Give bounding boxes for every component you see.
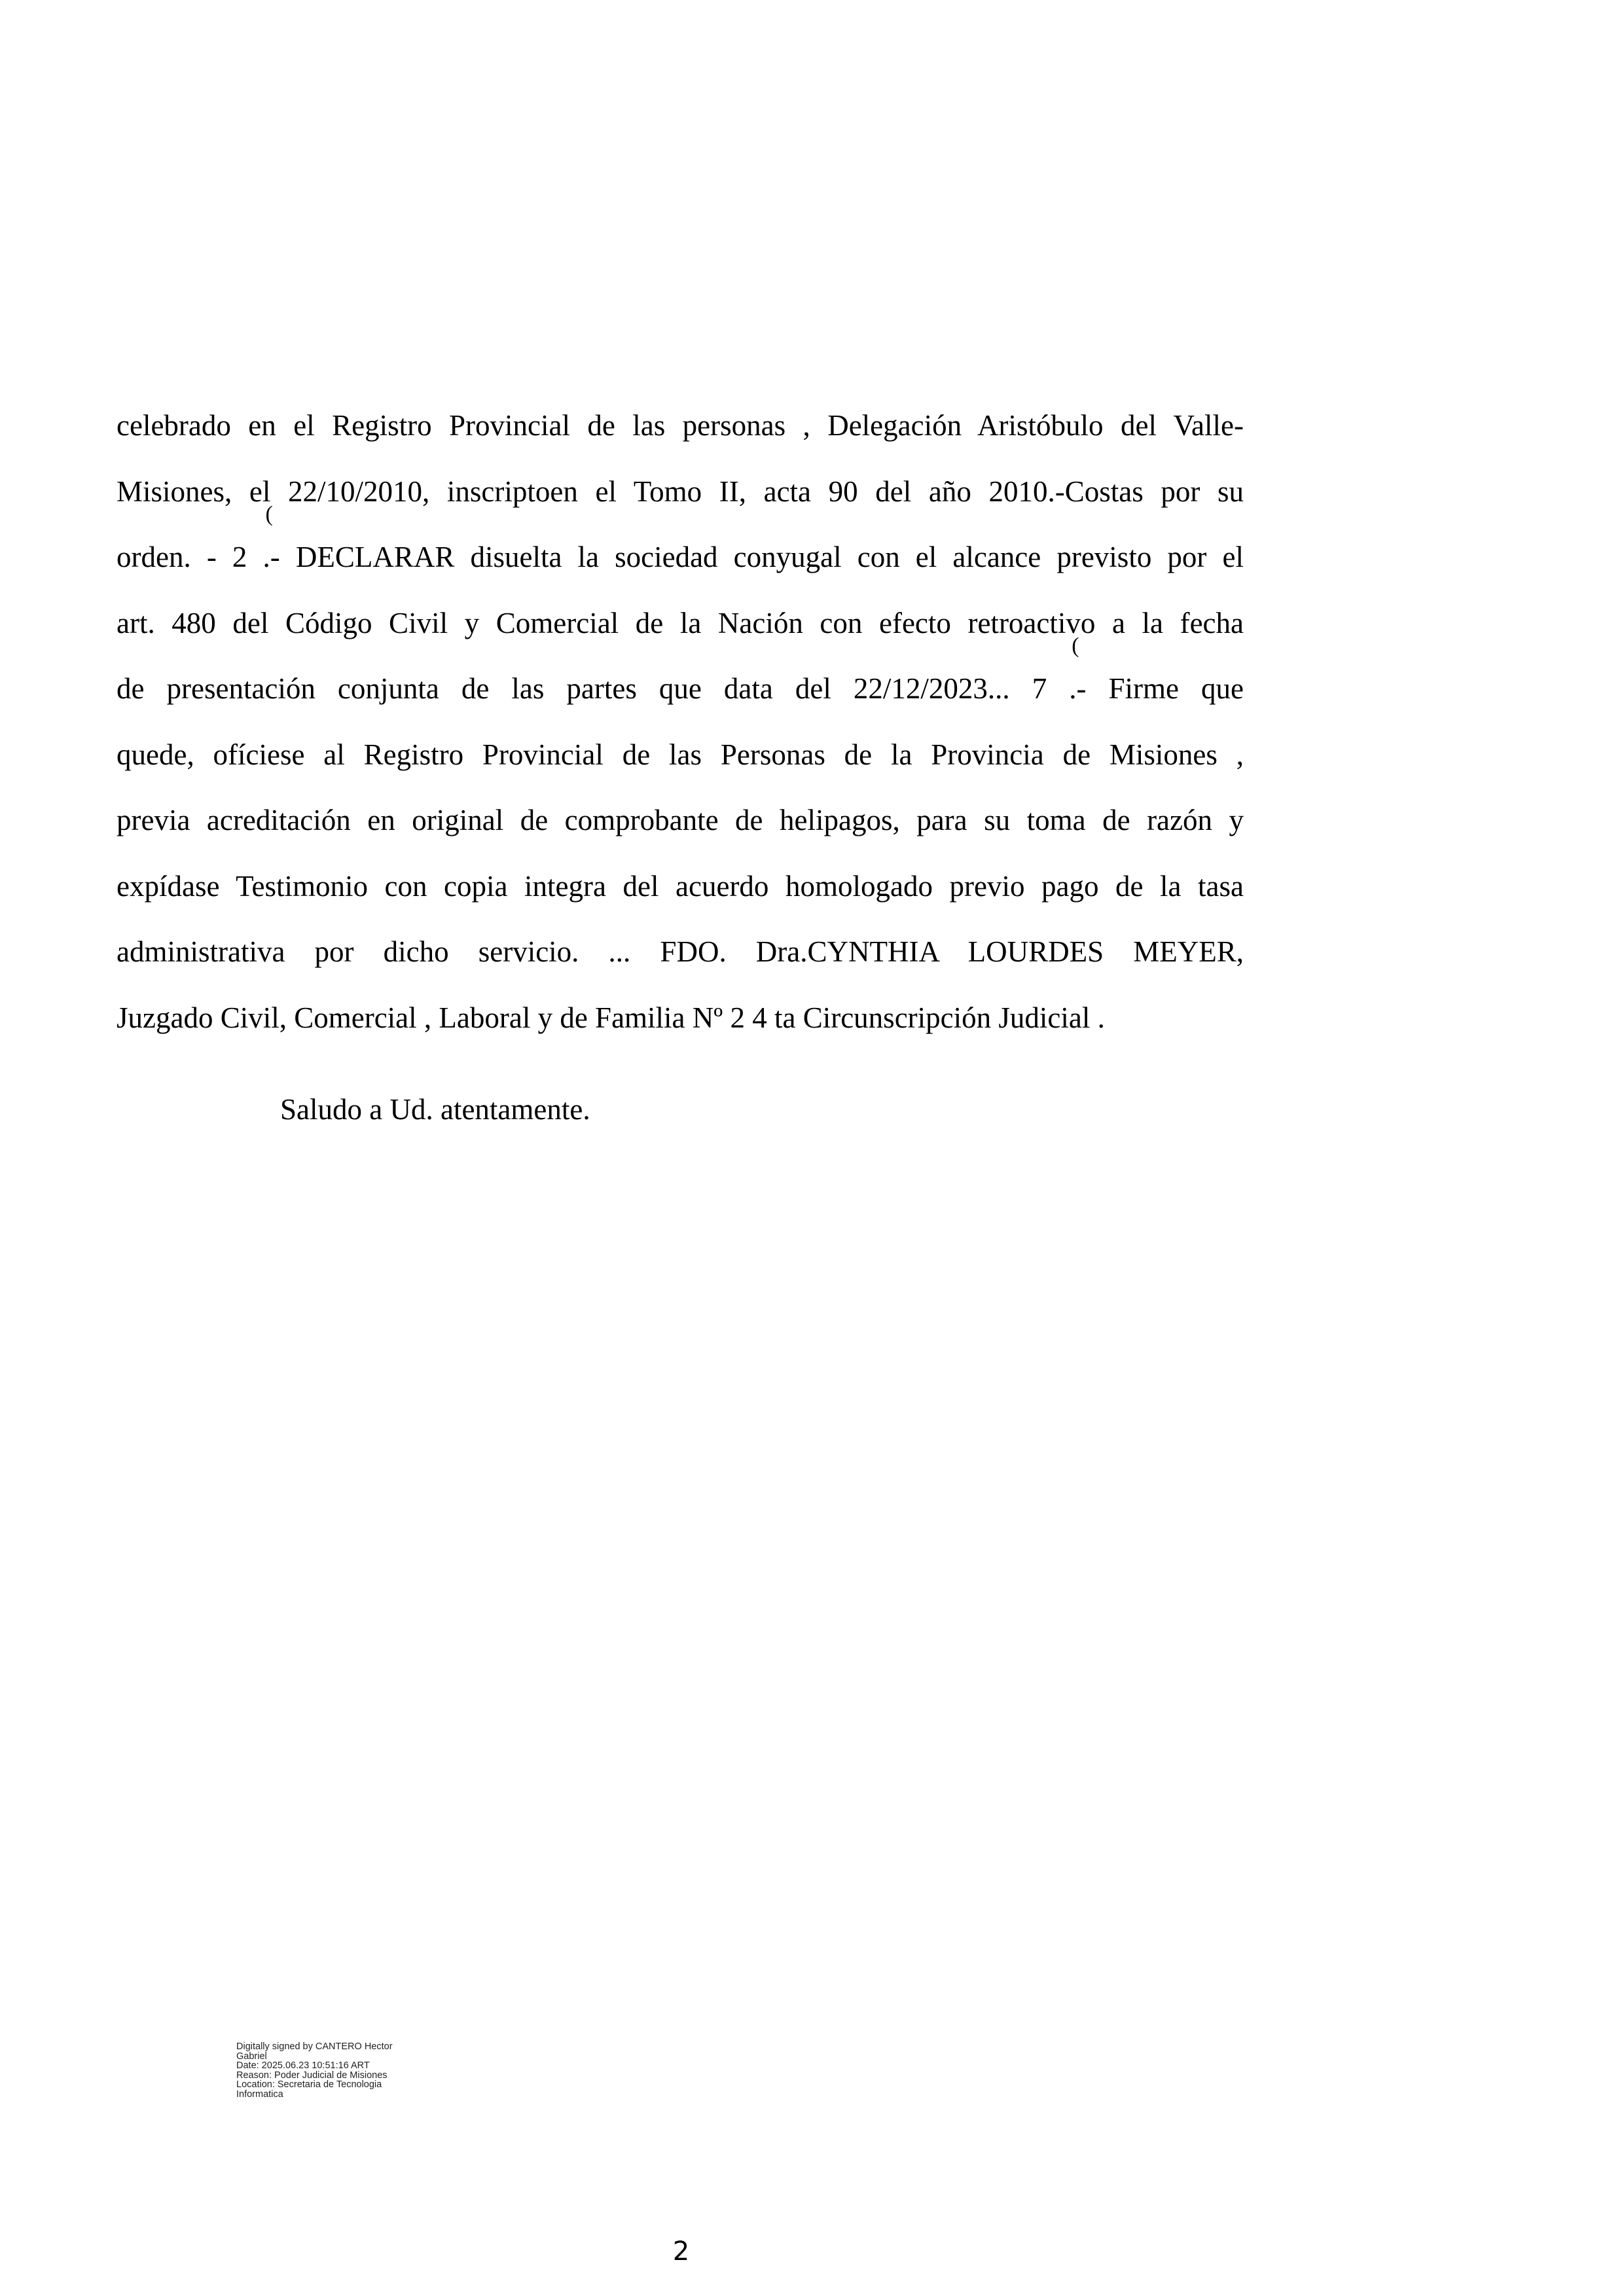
body-line-1: celebrado en el Registro Provincial de las personas , Delegación Aristóbulo del Valle- <box>117 409 1244 442</box>
signature-line-1: Digitally signed by CANTERO Hector <box>236 2041 393 2052</box>
ordinal-dot-2: . <box>1069 672 1077 705</box>
body-line-2: Misiones, el 22/10/2010, inscriptoen el Tomo II, acta 90 del año 2010.-Costas por su <box>117 475 1244 508</box>
body-line-7: previa acreditación en original de comprobante de helipagos, para su toma de razón y <box>117 804 1244 836</box>
body-line-10: Juzgado Civil, Comercial , Laboral y de Familia Nº 2 4 ta Circunscripción Judicial . <box>117 1001 1105 1034</box>
signature-line-3: Date: 2025.06.23 10:51:16 ART <box>236 2060 370 2071</box>
body-line-6: quede, ofíciese al Registro Provincial de las Personas de la Provincia de Misiones , <box>117 738 1244 771</box>
ordinal-mark-sup-2: ( <box>1072 634 1079 658</box>
signature-line-4: Reason: Poder Judicial de Misiones <box>236 2070 388 2081</box>
digital-signature-block <box>236 2042 433 2099</box>
signature-line-6: Informatica <box>236 2089 283 2100</box>
body-line-5-rest: - Firme que <box>1076 672 1244 705</box>
signature-line-5: Location: Secretaria de Tecnologia <box>236 2079 382 2090</box>
ordinal-number: orden. - 2 <box>117 541 247 573</box>
body-line-5 <box>117 634 1244 722</box>
resolution-text <box>117 393 1244 1050</box>
ordinal-mark-2 <box>1069 634 1079 722</box>
body-line-8: expídase Testimonio con copia integra del acuerdo homologado previo pago de la tasa <box>117 869 1244 903</box>
page-number: 2 <box>672 2236 690 2267</box>
body-line-9: administrativa por dicho servicio. ... FDO. Dra.CYNTHIA LOURDES MEYER, <box>117 935 1244 968</box>
body-line-5-start: de presentación conjunta de las partes que data del 22/12/2023... 7 <box>117 672 1047 705</box>
closing-salutation: Saludo a Ud. atentamente. <box>280 1093 590 1126</box>
body-line-3 <box>117 502 1244 590</box>
body-line-4: art. 480 del Código Civil y Comercial de la Nación con efecto retroactivo a la fecha <box>117 606 1244 639</box>
ordinal-dot: . <box>262 541 270 573</box>
signature-line-2: Gabriel <box>236 2051 267 2062</box>
body-line-3-rest: - DECLARAR disuelta la sociedad conyugal con el alcance previsto por el <box>270 541 1244 573</box>
ordinal-mark <box>262 502 273 590</box>
ordinal-mark-sup: ( <box>265 502 273 526</box>
